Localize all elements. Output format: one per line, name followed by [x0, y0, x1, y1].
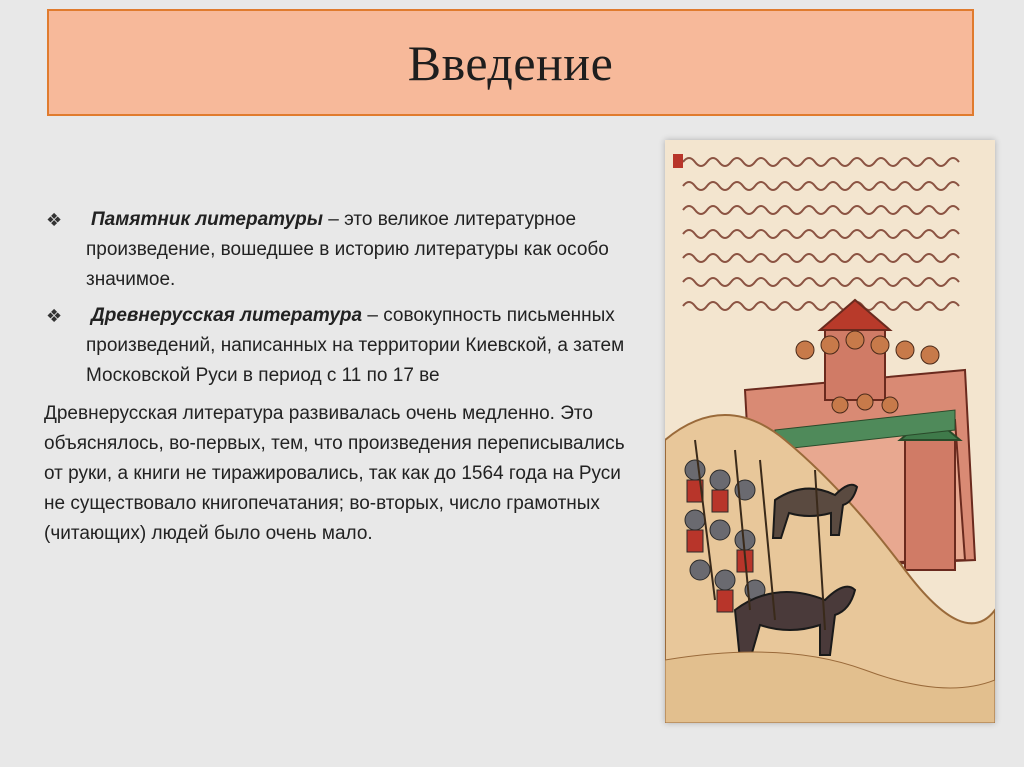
- bullet-dash: –: [362, 305, 384, 326]
- diamond-bullet-icon: ❖: [46, 306, 63, 326]
- bullet-text: это великое литературное произведение, вошедшее в историю литературы как особо значимое.: [86, 209, 609, 290]
- bullet-dash: –: [323, 209, 345, 230]
- miniature-picture: [665, 140, 995, 723]
- body-paragraph: Древнерусская литература развивалась очень медленно. Это объяснялось, во-первых, тем, что произведения переписывались от руки, а книги не тиражировались, так как до 1564 года на Руси не существовало книгопечатания; во-вторых, число грамотных (читающих) людей было очень мало.: [44, 403, 625, 544]
- diamond-bullet-icon: ❖: [46, 210, 63, 230]
- bullet-item: [44, 301, 644, 391]
- bullet-text: совокупность письменных произведений, написанных на территории Киевской, а затем Московской Руси в период с 11 по 17 ве: [86, 305, 625, 386]
- slide-title: Введение: [407, 34, 614, 91]
- title-banner: [47, 9, 974, 116]
- manuscript-illustration: [665, 140, 995, 723]
- bullet-item: [44, 205, 644, 295]
- slide-content: [44, 205, 644, 549]
- bullet-term: Памятник литературы: [91, 209, 323, 230]
- bullet-term: Древнерусская литература: [91, 305, 363, 326]
